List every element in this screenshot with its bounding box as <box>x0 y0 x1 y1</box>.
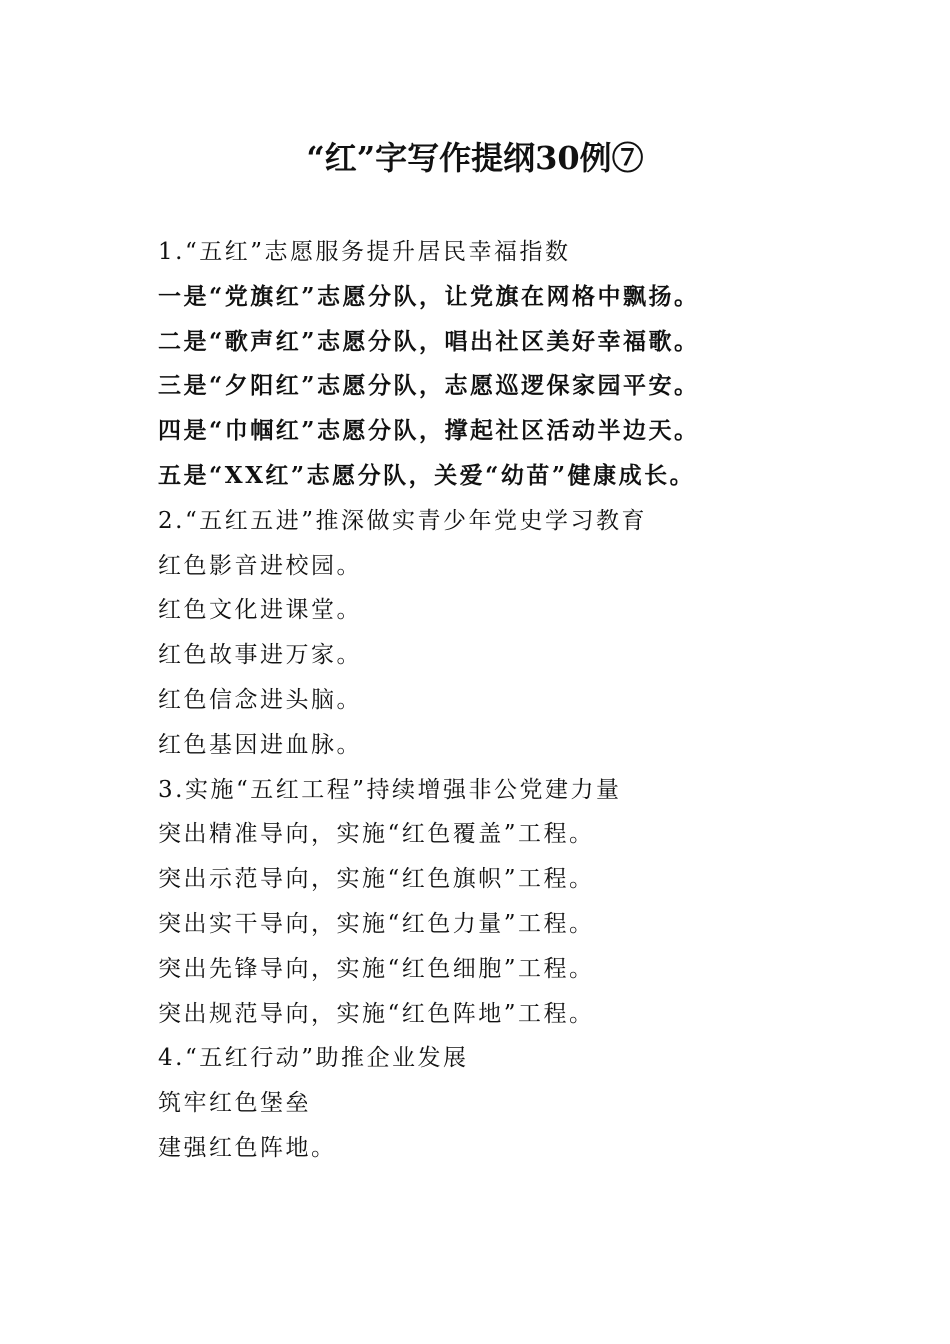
document-title: “红”字写作提纲30例⑦ <box>306 139 644 177</box>
section-heading-4: 4.“五红行动”助推企业发展 <box>158 1045 469 1072</box>
section-heading-3: 3.实施“五红工程”持续增强非公党建力量 <box>158 776 622 803</box>
paragraph-line: 红色信念进头脑。 <box>158 686 362 713</box>
paragraph-line: 一是“党旗红”志愿分队，让党旗在网格中飘扬。 <box>158 282 700 310</box>
paragraph-line: 筑牢红色堡垒 <box>158 1090 311 1117</box>
paragraph-line: 突出示范导向，实施“红色旗帜”工程。 <box>158 866 595 893</box>
paragraph-line: 突出实干导向，实施“红色力量”工程。 <box>158 910 595 937</box>
section-heading-1: 1.“五红”志愿服务提升居民幸福指数 <box>158 239 571 265</box>
paragraph-line: 红色文化进课堂。 <box>158 597 362 624</box>
paragraph-line: 四是“巾帼红”志愿分队，撑起社区活动半边天。 <box>158 417 700 445</box>
paragraph-line: 突出规范导向，实施“红色阵地”工程。 <box>158 1000 595 1027</box>
paragraph-line: 红色故事进万家。 <box>158 642 362 669</box>
paragraph-line: 突出精准导向，实施“红色覆盖”工程。 <box>158 821 595 848</box>
paragraph-line: 突出先锋导向，实施“红色细胞”工程。 <box>158 955 595 982</box>
document-body <box>158 230 878 1171</box>
paragraph-line: 红色影音进校园。 <box>158 552 362 579</box>
paragraph-line: 建强红色阵地。 <box>158 1134 337 1161</box>
section-heading-2: 2.“五红五进”推深做实青少年党史学习教育 <box>158 507 647 534</box>
paragraph-line: 二是“歌声红”志愿分队，唱出社区美好幸福歌。 <box>158 327 700 355</box>
paragraph-line: 三是“夕阳红”志愿分队，志愿巡逻保家园平安。 <box>158 372 700 400</box>
paragraph-line: 红色基因进血脉。 <box>158 731 362 758</box>
paragraph-line: 五是“XX红”志愿分队，关爱“幼苗”健康成长。 <box>158 461 696 489</box>
